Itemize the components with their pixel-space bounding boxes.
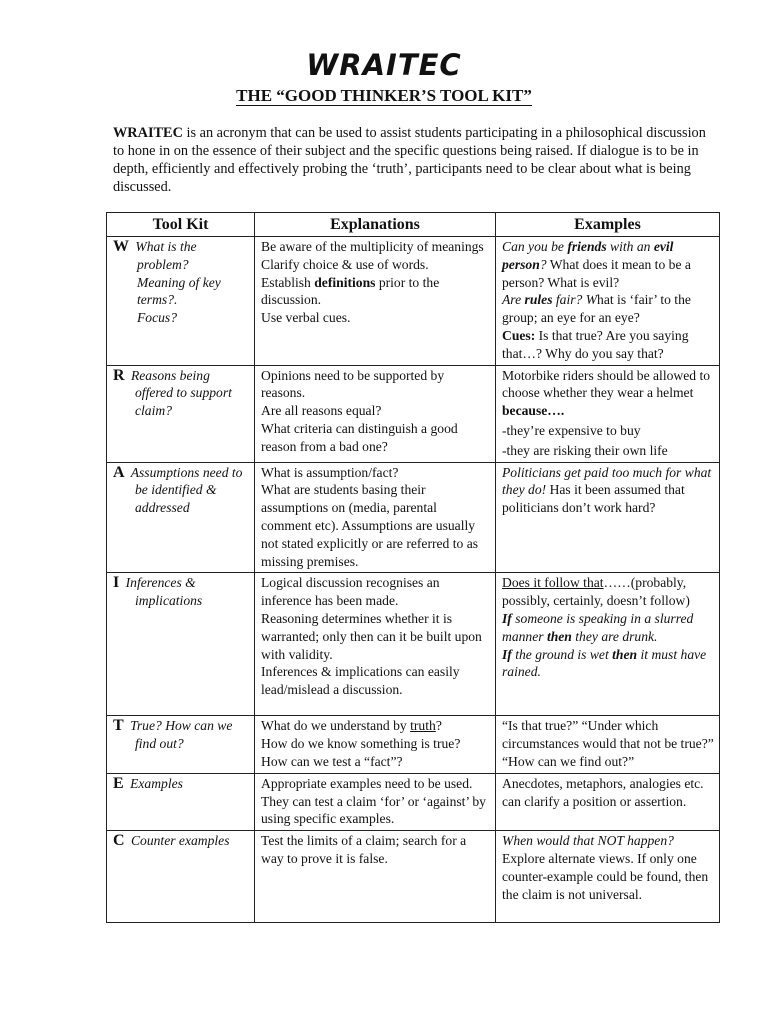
toolkit-text: Counter examples [127, 833, 230, 849]
text-run: If [502, 610, 512, 626]
toolkit-cell-e [107, 773, 255, 830]
text-run: then [546, 628, 572, 644]
explanation-text: Logical discussion recognises an inference has been made. [261, 575, 440, 609]
example-text: -they’re expensive to buy [502, 422, 641, 438]
text-run: Establish [261, 274, 315, 290]
intro-lead: WRAITEC [113, 125, 183, 141]
example-text [502, 291, 714, 327]
text-run: Politicians get paid too much for what they do! [502, 464, 712, 498]
row-letter: I [113, 574, 120, 592]
table-row-c [107, 831, 720, 923]
example-text: Anecdotes, metaphors, analogies etc. can clarify a position or assertion. [502, 775, 704, 809]
explanation-text: Clarify choice & use of words. [261, 256, 429, 272]
example-text [502, 464, 714, 517]
toolkit-text: Meaning of key [137, 274, 221, 290]
explanation-text: Inferences & implications can easily lead/mislead a discussion. [261, 664, 460, 698]
text-run: Can you be [502, 239, 568, 254]
explanation-text: How do we know something is true? [261, 736, 461, 752]
explanation-cell-r [255, 365, 496, 462]
page-title: WRAITEC [306, 48, 462, 82]
explanation-text: What is assumption/fact? [261, 464, 399, 480]
row-letter: E [113, 774, 124, 792]
text-run: Are [502, 292, 525, 308]
example-text [502, 574, 714, 610]
toolkit-cell-w [107, 237, 255, 366]
text-run: Motorbike riders should be allowed to choose whether they wear a helmet [502, 367, 711, 401]
text-run: What does it mean to be a person? What is evil? [502, 256, 691, 290]
table-row-w [107, 237, 720, 366]
toolkit-text: Focus? [137, 310, 178, 326]
toolkit-table [106, 212, 720, 923]
example-cell-e [496, 773, 720, 830]
explanation-cell-a [255, 462, 496, 573]
example-text [502, 646, 714, 682]
explanation-text [261, 274, 490, 310]
table-row-i [107, 573, 720, 716]
text-run: Has it been assumed that politicians don’t work hard? [502, 482, 685, 516]
example-text: “Is that true?” “Under which circumstances would that not be true?” “How can we find out?” [502, 718, 714, 769]
toolkit-cell-a [107, 462, 255, 573]
text-run: with an [606, 239, 654, 254]
page-subtitle [0, 86, 768, 106]
table-row-t [107, 716, 720, 773]
text-run: ……(probably, possibly, certainly, doesn’t follow) [502, 575, 690, 609]
explanation-text: Use verbal cues. [261, 310, 351, 326]
explanation-text: Reasoning determines whether it is warranted; only then can it be built upon with validity. [261, 610, 482, 662]
header-explanations: Explanations [255, 213, 496, 237]
toolkit-text: problem? [137, 256, 189, 272]
explanation-text: Are all reasons equal? [261, 403, 382, 419]
example-cell-t [496, 716, 720, 773]
example-cell-c [496, 831, 720, 923]
toolkit-cell-r [107, 365, 255, 462]
example-text [502, 367, 714, 420]
text-run: Is that true? Are you saying that…? Why do you say that? [502, 327, 689, 361]
toolkit-text: True? How can we find out? [126, 718, 233, 752]
example-cell-r [496, 365, 720, 462]
text-run: ? [539, 256, 547, 272]
text-run: because…. [502, 403, 565, 419]
toolkit-cell-c [107, 831, 255, 923]
toolkit-text: Examples [126, 775, 183, 791]
example-cell-i [496, 573, 720, 716]
explanation-text: Appropriate examples need to be used. They can test a claim ‘for’ or ‘against’ by using specific examples. [261, 775, 486, 827]
explanation-text: Opinions need to be supported by reasons. [261, 367, 445, 401]
text-run: they are drunk. [571, 628, 658, 644]
text-run: If [502, 646, 512, 662]
explanation-text: Be aware of the multiplicity of meanings [261, 239, 484, 254]
text-run: truth [410, 718, 436, 734]
toolkit-text: Assumptions need to be identified & addressed [127, 464, 243, 516]
header-examples: Examples [496, 213, 720, 237]
subtitle-text: THE “GOOD THINKER’S TOOL KIT” [236, 86, 532, 105]
text-run: someone is speaking in a slurred manner [502, 610, 694, 644]
row-letter: T [113, 717, 124, 735]
explanation-text: What are students basing their assumptions on (media, parental comment etc). Assumptions are usually not stated explicitly or are referred to as missing premises. [261, 482, 479, 569]
table-header-row [107, 213, 720, 237]
row-letter: C [113, 832, 125, 850]
text-run: definitions [314, 274, 376, 290]
example-text: Explore alternate views. If only one counter-example could be found, then the claim is not universal. [502, 850, 709, 902]
explanation-text [261, 717, 490, 735]
explanation-cell-w [255, 237, 496, 366]
text-run: Cues: [502, 327, 536, 343]
intro-text: is an acronym that can be used to assist students participating in a philosophical discussion to hone in on the essence of their subject and the specific questions being raised. If dialogue is to be in depth, efficiently and effectively probing the ‘truth’, participants need to be clear about what is being discussed. [113, 125, 706, 195]
text-run: fair? W [552, 292, 598, 308]
toolkit-cell-i [107, 573, 255, 716]
intro-paragraph [113, 124, 713, 196]
row-letter: R [113, 366, 125, 384]
row-letter: W [113, 238, 129, 255]
table-row-r [107, 365, 720, 462]
example-cell-a [496, 462, 720, 573]
table-row-e [107, 773, 720, 830]
example-text [502, 610, 714, 646]
text-run: Does it follow that [502, 575, 604, 591]
example-text [502, 238, 714, 291]
header-toolkit: Tool Kit [107, 213, 255, 237]
text-run: evil person [502, 239, 674, 272]
explanation-text: What criteria can distinguish a good reason from a bad one? [261, 420, 458, 454]
explanation-cell-i [255, 573, 496, 716]
explanation-cell-t [255, 716, 496, 773]
example-text: -they are risking their own life [502, 442, 668, 458]
text-run: rules [524, 292, 553, 308]
text-run: then [612, 646, 638, 662]
text-run: it must have rained. [502, 646, 707, 680]
toolkit-text: What is the [132, 239, 197, 254]
row-letter: A [113, 463, 125, 481]
example-cell-w [496, 237, 720, 366]
explanation-text: How can we test a “fact”? [261, 753, 403, 769]
text-run: prior to the discussion. [261, 274, 440, 308]
toolkit-text: Inferences & implications [122, 575, 203, 609]
toolkit-text: terms?. [137, 292, 178, 308]
toolkit-text: Reasons being offered to support claim? [127, 367, 232, 419]
explanation-text: Test the limits of a claim; search for a way to prove it is false. [261, 833, 467, 866]
text-run: ? [435, 718, 442, 734]
text-run: the ground is wet [511, 646, 613, 662]
text-run: friends [567, 239, 607, 254]
toolkit-cell-t [107, 716, 255, 773]
text-run: What do we understand by [261, 718, 411, 734]
text-run: hat is ‘fair’ to the group; an eye for an eye? [502, 292, 691, 326]
example-text [502, 327, 714, 363]
explanation-cell-e [255, 773, 496, 830]
explanation-cell-c [255, 831, 496, 923]
table-row-a [107, 462, 720, 573]
example-text: When would that NOT happen? [502, 833, 674, 849]
